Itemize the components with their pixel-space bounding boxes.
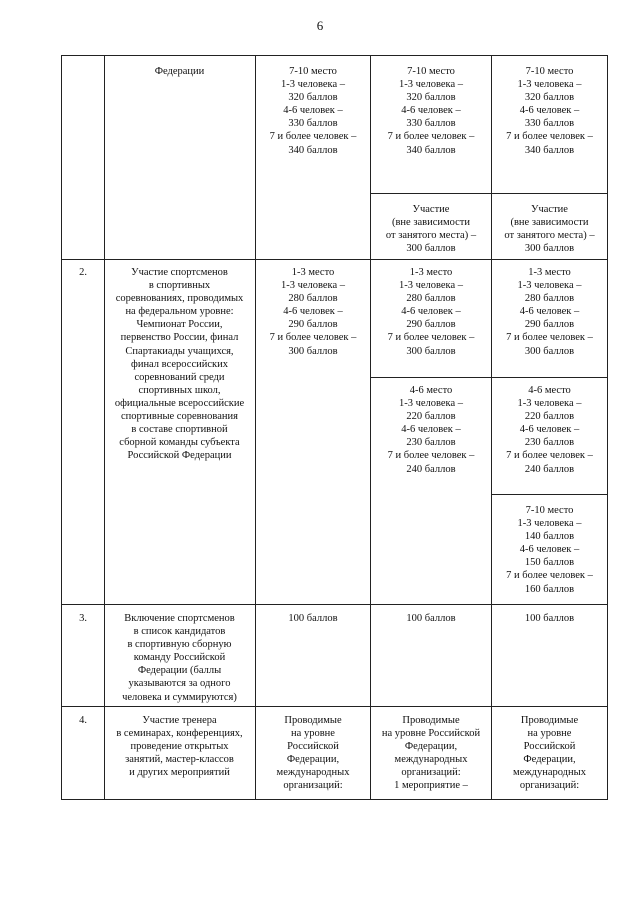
row-2-number: 2. <box>79 267 87 278</box>
row-1-col2-a: 7-10 место 1-3 человека – 320 баллов 4-6 человек – 330 баллов 7 и более человек – 340 баллов <box>387 66 475 156</box>
row-2-col3-a: 1-3 место 1-3 человека – 280 баллов 4-6 человек – 290 баллов 7 и более человек – 300 баллов <box>506 267 593 357</box>
row-2-col2-b: 4-6 место 1-3 человека – 220 баллов 4-6 человек – 230 баллов 7 и более человек – 240 баллов <box>387 385 475 475</box>
row-3-col1: 100 баллов <box>288 613 338 624</box>
row-2-col3-b: 4-6 место 1-3 человека – 220 баллов 4-6 человек – 230 баллов 7 и более человек – 240 баллов <box>506 385 593 475</box>
table-rule <box>61 259 607 260</box>
table-rule <box>61 55 62 800</box>
page-number: 6 <box>316 18 324 33</box>
row-3-col2: 100 баллов <box>406 613 456 624</box>
row-4-number: 4. <box>79 715 87 726</box>
table-rule <box>104 55 105 800</box>
row-1-col3-b: Участие (вне зависимости от занятого места) – 300 баллов <box>504 204 595 255</box>
row-4-col2: Проводимые на уровне Российской Федерации, международных организаций: 1 мероприятие – <box>381 715 481 792</box>
table-rule <box>61 604 607 605</box>
row-1-col2-b: Участие (вне зависимости от занятого места) – 300 баллов <box>385 204 477 255</box>
table-rule <box>370 193 607 194</box>
row-4-col1: Проводимые на уровне Российской Федерации, международных организаций: <box>276 715 350 792</box>
table-rule <box>61 55 607 56</box>
table-rule <box>491 55 492 800</box>
row-3-number: 3. <box>79 613 87 624</box>
row-2-col1: 1-3 место 1-3 человека – 280 баллов 4-6 человек – 290 баллов 7 и более человек – 300 баллов <box>269 267 357 357</box>
table-rule <box>370 377 607 378</box>
row-3-col3: 100 баллов <box>524 613 575 624</box>
table-rule <box>61 799 607 800</box>
table-rule <box>607 55 608 800</box>
row-4-col3: Проводимые на уровне Российской Федерации, международных организаций: <box>513 715 586 792</box>
row-1-col3-a: 7-10 место 1-3 человека – 320 баллов 4-6 человек – 330 баллов 7 и более человек – 340 баллов <box>506 66 593 156</box>
table-rule <box>370 55 371 800</box>
row-2-title: Участие спортсменов в спортивных соревнованиях, проводимых на федеральном уровне: Чемпионат России, первенство России, финал Спартакиады учащихся, финал всероссийских соревнований среди спортивных школ, официальные всероссийские спортивные соревнования в составе спортивной сборной команды субъекта Российской Федерации <box>114 267 245 462</box>
row-1-col1: 7-10 место 1-3 человека – 320 баллов 4-6 человек – 330 баллов 7 и более человек – 340 баллов <box>269 66 357 156</box>
row-2-col3-c: 7-10 место 1-3 человека – 140 баллов 4-6 человек – 150 баллов 7 и более человек – 160 баллов <box>506 505 593 595</box>
table-rule <box>61 706 607 707</box>
row-1-title: Федерации <box>154 66 205 77</box>
table-rule <box>491 494 607 495</box>
table-rule <box>255 55 256 800</box>
row-4-title: Участие тренера в семинарах, конференциях, проведение открытых занятий, мастер-классов и других мероприятий <box>116 715 243 779</box>
row-2-col2-a: 1-3 место 1-3 человека – 280 баллов 4-6 человек – 290 баллов 7 и более человек – 300 баллов <box>387 267 475 357</box>
row-3-title: Включение спортсменов в список кандидатов в спортивную сборную команду Российской Федерации (баллы указываются за одного человека и суммируются) <box>122 613 237 703</box>
